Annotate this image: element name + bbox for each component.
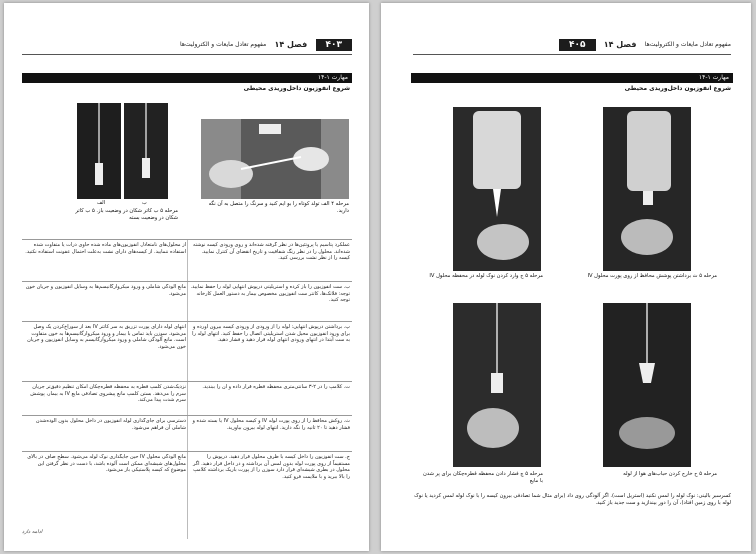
action-cell: عملکرد پتاسیم یا پروتئین‌ها در نظر گرفته شده‌اند و روی ورودی کیسه نوشته شده‌اند. محلول را در نظر رنگ شفافیت و تاریخ انقضای آن کنترل نمایید. کیسه را از نظر نشت بررسی کنید. bbox=[192, 242, 350, 262]
clamp-closed-photo bbox=[77, 103, 121, 199]
rationale-cell: از محلول‌های نامتعادل انفوزیون‌های ماده شده حاوی ذرات یا متفاوت شده استفاده ننمایید. از کیسه‌های دارای نشت به‌علت احتمال عفونت استفاده نکنید. bbox=[25, 242, 186, 255]
right-page-header bbox=[413, 39, 731, 51]
remove-cover-photo bbox=[603, 107, 691, 271]
chapter-subtitle: مفهوم تعادل مایعات و الکترولیت‌ها bbox=[644, 41, 731, 48]
caption-step5h: مرحله ۵ ح خارج کردن حباب‌های هوا از لوله bbox=[623, 471, 717, 477]
caption-step5j: مرحله ۵ ج وارد کردن نوک لوله در محفظه محلول IV bbox=[429, 273, 543, 279]
squeeze-chamber-photo bbox=[453, 303, 541, 467]
chapter-label: فصل ۱۴ bbox=[274, 40, 308, 49]
continued-note: ادامه دارد bbox=[22, 529, 43, 535]
table-row bbox=[22, 415, 352, 452]
caption-step5th: مرحله ۵ ث برداشتن پوشش محافظ از روی پورت محلول IV bbox=[587, 273, 717, 279]
action-cell: پ. برداشتن درپوش انتهایی: لوله را از ورودی از ورودی کیسه بیرون آورده و برای ورود انفوزیون محیل شدن استریلیتی اتصال را حفظ کنید. انتهای لوله را به ست ابتدا در انتهای ورودی انتهای لوله قرار دهید و فشار دهید. bbox=[192, 324, 350, 344]
clinical-note: کسرسبر بالینی: نوک لوله را لمس نکنید (استریل است). اگر آلودگی روی داد (برای مثال شما تصادفی بیرون کیسه را با نوک لوله لمس کردید یا نوک لوله با روی زمین افتاد)، آن را دور بیندازید و ست جدید باز کنید. bbox=[414, 493, 731, 506]
caption-step5ch: مرحله ۵ چ فشار دادن محفظه قطره‌چکان برای پر شدن با مایع bbox=[423, 471, 543, 484]
table-row bbox=[22, 381, 352, 416]
rationale-cell: نزدیک‌شدن کلمپ قطره به محفظه قطره‌چکان امکان تنظیم دقیق‌تر جریان سرم را می‌دهد. بستن کلمپ مانع پیشروی تصادفی مایع IV به بیمار، پوشش سرم شدت پیدا می‌کند. bbox=[30, 384, 186, 404]
rationale-cell: مانع آلودگی محلول IV حین جایگذاری نوک لوله می‌شود. سطح صاف در بالای محلول‌های شیشه‌ای ممکن است آلوده باشد، با دست در نظر گرفتن این موضوع که کیسه پلاستیکی باز می‌شود. bbox=[27, 454, 186, 474]
skill-bar: مهارت ۱-۱۴ bbox=[411, 73, 733, 83]
header-rule bbox=[413, 54, 731, 55]
table-row bbox=[22, 239, 352, 282]
table-row bbox=[22, 321, 352, 382]
clamp-open-photo bbox=[124, 103, 168, 199]
rationale-cell: مانع آلودگی شاملی و ورود میکروارگانیسم‌ها به وسایل انفوزیون و جریان خون می‌شود. bbox=[25, 284, 186, 297]
insert-spike-photo bbox=[453, 107, 541, 271]
action-cell: ب. ست انفوزیون را باز کرده و استریلیتی درپوش انتهایی لوله را حفظ نمایید. توجه: فلاتک‌ها، کاتتر ست انفوزیون مخصوص بیمار به دستور العمل کارخانه توجه کنید. bbox=[190, 284, 350, 304]
skill-title: شروع انفوزیون داخل‌وریدی محیطی bbox=[624, 85, 731, 92]
left-page-header bbox=[22, 39, 352, 51]
photo-label-b: ب bbox=[142, 200, 147, 206]
caption-step5b: مرحله ۵ ب کاتر شکان در وضعیت باز. ۵ ب کاتر شکان در وضعیت بسته bbox=[75, 208, 178, 221]
table-row bbox=[22, 451, 352, 524]
rationale-cell: دسترسی برای جای‌گذاری لوله انفوزیون در داخل محلول بدون آلوده‌شدن شاملی آن فراهم می‌شود. bbox=[35, 418, 186, 431]
page-number: ۴۰۵ bbox=[559, 39, 595, 51]
left-page bbox=[4, 3, 369, 551]
action-cell: ث. روکش محافظ را از روی پورت لوله IV و کیسه محلول IV یا بسته شده و فشار دهید تا ۲۰ ثانیه را نگه دارید. انتهای لوله بیرون بیاورید. bbox=[192, 418, 350, 431]
skill-title: شروع انفوزیون داخل‌وریدی محیطی bbox=[243, 85, 350, 92]
page-number: ۴۰۳ bbox=[316, 39, 352, 51]
skill-bar: مهارت ۱-۱۴ bbox=[22, 73, 352, 83]
rationale-cell: انتهای لوله دارای پورت تزریق به سر کاتتر IV بعد از سوراخ‌کردن یک وصل می‌شود. سوزن باید تماس با بیمار و ورود میکروارگانیسم‌ها به خون متفاوت است. مانع آلودگی شاملی و ورود میکروارگانیسم به وسایل انفوزیون و جریان خون می‌شود. bbox=[27, 324, 186, 350]
table-row bbox=[22, 281, 352, 322]
chapter-subtitle: مفهوم تعادل مایعات و الکترولیت‌ها bbox=[180, 41, 267, 48]
action-cell: ج. ست انفوزیون را داخل کیسه با ظرف محلول قرار دهید. درپوش را مستقیماً از روی پورت لوله بدون لمس آن برداشته و در داخل قرار دهید. اگر محلول در بطری شیشه‌ای قرار دارد سوزن را از پورت باریک برداشته کلامپ را بالا ببرید و با ملایمت فرو کنید. bbox=[192, 454, 350, 480]
action-cell: ت. کلامپ را در ۲-۳ سانتی‌متری محفظه قطره قرار داده و آن را ببندید. bbox=[202, 384, 350, 390]
chapter-label: فصل ۱۴ bbox=[603, 40, 637, 49]
right-page bbox=[381, 3, 751, 551]
prime-tubing-photo bbox=[603, 303, 691, 467]
header-rule bbox=[22, 54, 352, 55]
photo-label-a: الف bbox=[97, 200, 106, 206]
caption-step4: مرحله ۴ الف تولد کوتاه را بو ایم کنید و سرنگ را متصل به آن نگه دارید. bbox=[208, 201, 349, 214]
syringe-photo bbox=[201, 119, 349, 199]
